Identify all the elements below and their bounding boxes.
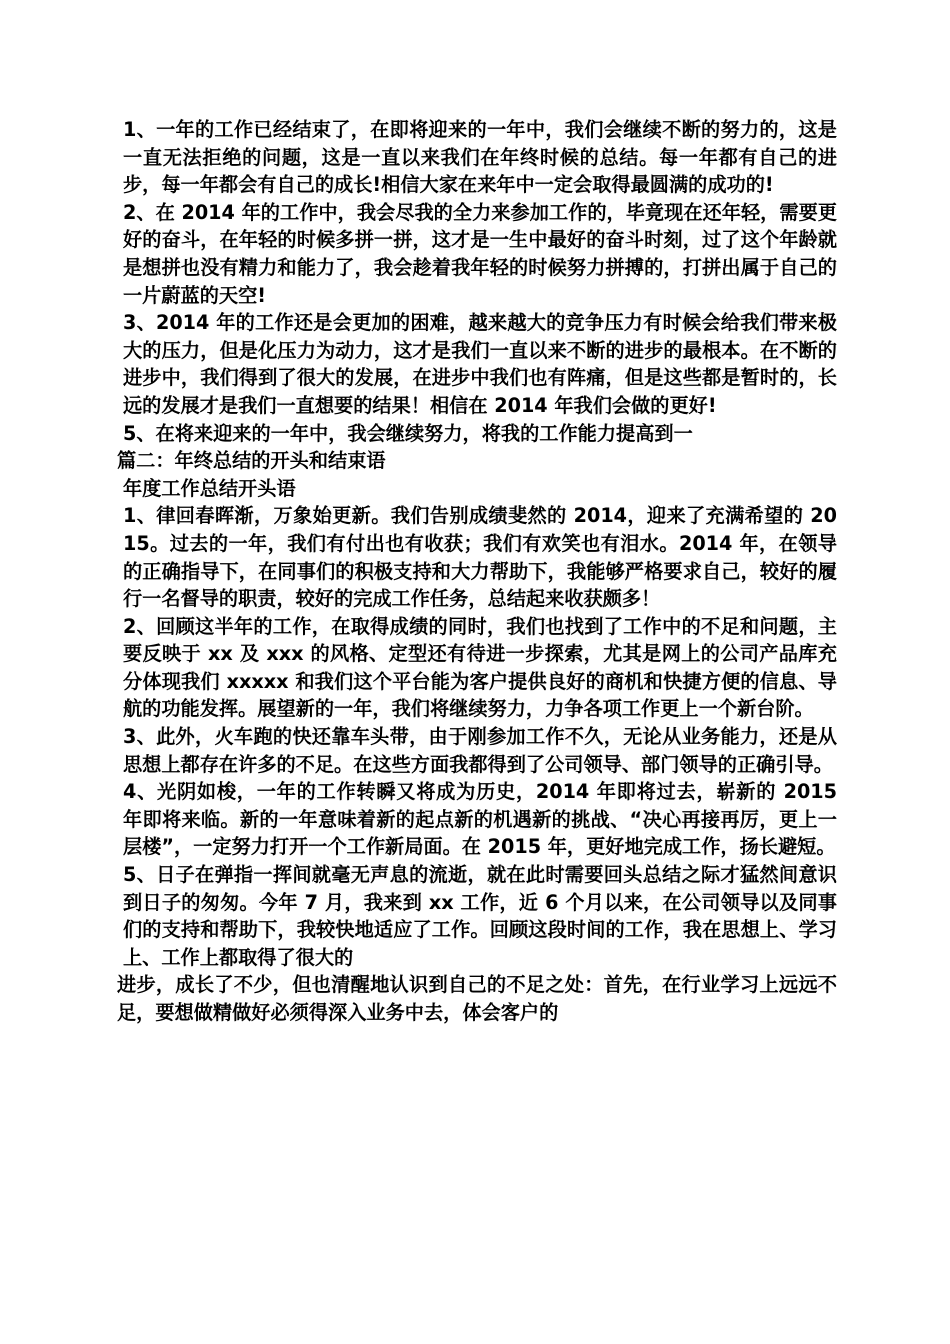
opening-paragraph-3: 3、此外，火车跑的快还靠车头带，由于刚参加工作不久，无论从业务能力，还是从思想上都存在许多的不足。在这些方面我都得到了公司领导、部门领导的正确引导。	[123, 725, 837, 776]
paragraph-2: 2、在 2014 年的工作中，我会尽我的全力来参加工作的，毕竟现在还年轻，需要更好的奋斗，在年轻的时候多拼一拼，这才是一生中最好的奋斗时刻，过了这个年龄就是想拼也没有精力和能力了，我会趁着我年轻的时候努力拼搏的，打拼出属于自己的一片蔚蓝的天空!	[123, 200, 837, 307]
continuation-paragraph: 进步，成长了不少，但也清醒地认识到自己的不足之处：首先，在行业学习上远远不足，要想做精做好必须得深入业务中去，体会客户的	[117, 973, 837, 1024]
section-title: 篇二：年终总结的开头和结束语	[117, 449, 386, 473]
opening-paragraph-2: 2、回顾这半年的工作，在取得成绩的同时，我们也找到了工作中的不足和问题，主要反映于 xx 及 xxx 的风格、定型还有待进一步探索，尤其是网上的公司产品库充分体现我们 xxxxx 和我们这个平台能为客户提供良好的商机和快捷方便的信息、导航的功能发挥。展望新的一年，我们将继续努力，力争各项工作更上一个新台阶。	[123, 614, 837, 721]
opening-paragraph-1: 1、律回春晖渐，万象始更新。我们告别成绩斐然的 2014，迎来了充满希望的 2015。过去的一年，我们有付出也有收获；我们有欢笑也有泪水。2014 年，在领导的正确指导下，在同事们的积极支持和大力帮助下，我能够严格要求自己，较好的履行一名督导的职责，较好的完成工作任务，总结起来收获颇多！	[123, 504, 837, 611]
subsection-title: 年度工作总结开头语	[123, 476, 296, 500]
paragraph-1: 1、一年的工作已经结束了，在即将迎来的一年中，我们会继续不断的努力的，这是一直无法拒绝的问题，这是一直以来我们在年终时候的总结。每一年都有自己的进步，每一年都会有自己的成长!相信大家在来年中一定会取得最圆满的成功的!	[123, 118, 837, 197]
document-page	[117, 116, 837, 1027]
opening-paragraph-5: 5、日子在弹指一挥间就毫无声息的流逝，就在此时需要回头总结之际才猛然间意识到日子的匆匆。今年 7 月，我来到 xx 工作，近 6 个月以来，在公司领导以及同事们的支持和帮助下，我较快地适应了工作。回顾这段时间的工作，我在思想上、学习上、工作上都取得了很大的	[123, 863, 837, 969]
paragraph-5-truncated: 5、在将来迎来的一年中，我会继续努力，将我的工作能力提高到一	[123, 421, 693, 445]
opening-paragraph-4: 4、光阴如梭，一年的工作转瞬又将成为历史，2014 年即将过去，崭新的 2015 年即将来临。新的一年意味着新的起点新的机遇新的挑战、“决心再接再厉，更上一层楼”，一定努力打开一个工作新局面。在 2015 年，更好地完成工作，扬长避短。	[123, 780, 837, 859]
paragraph-3: 3、2014 年的工作还是会更加的困难，越来越大的竞争压力有时候会给我们带来极大的压力，但是化压力为动力，这才是我们一直以来不断的进步的最根本。在不断的进步中，我们得到了很大的发展，在进步中我们也有阵痛，但是这些都是暂时的，长远的发展才是我们一直想要的结果！相信在 2014 年我们会做的更好!	[123, 311, 837, 417]
